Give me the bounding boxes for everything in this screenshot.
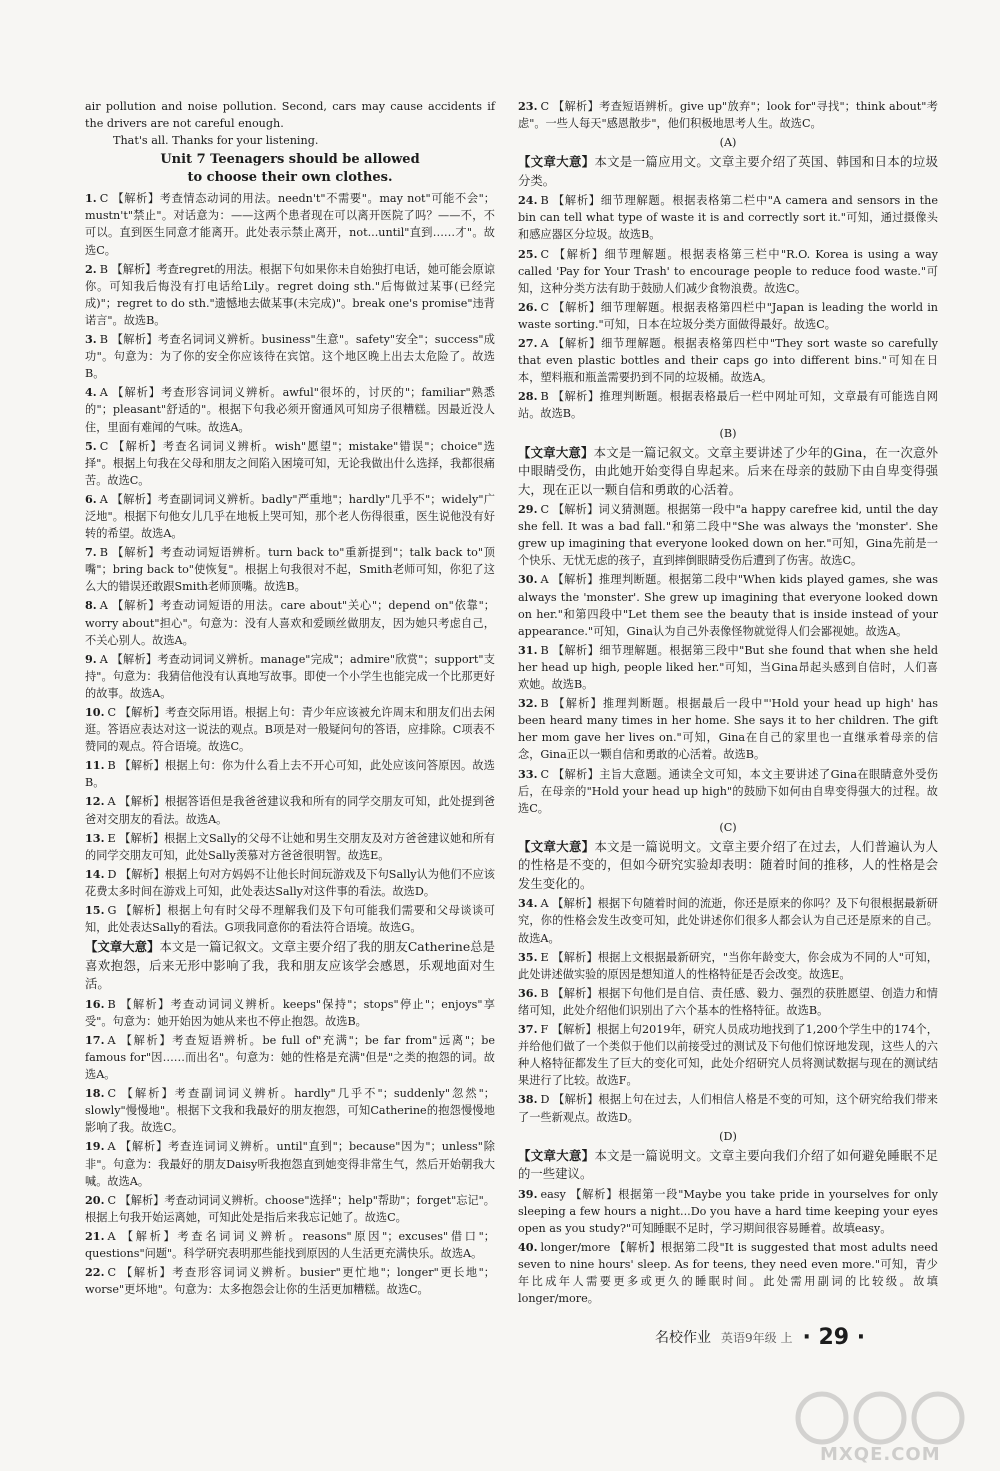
answer-item [85,597,495,648]
answer-text: C 【解析】考查短语辨析。give up"放弃"；look for"寻找"；think about"考虑"。一些人每天"感恩散步"，他们积极地思考人生。故选C。 [518,100,938,131]
answer-text: A 【解析】细节理解题。根据表格第四栏中"They sort waste so carefully that even plastic bottles and their caps go into different bins."可知在日本，塑料瓶和瓶盖需要扔到不同的垃圾桶。故选A。 [518,337,938,385]
answer-item [85,830,495,864]
unit-title [85,151,495,187]
answer-text: C 【解析】考查情态动词的用法。needn't"不需要"。may not"可能不会"；mustn't"禁止"。对话意为：——这两个患者现在可以离开医院了吗？——不，不可以。直到医生同意才能离开。此处表示禁止离开，not...until"直到……才"。故选C。 [85,192,495,257]
answer-text: A 【解析】根据下句随着时间的流逝，你还是原来的你吗？及下句很根据最新研究，你的性格会发生改变可知，此处讲述你们很多人都会认为自己还是原来的自己。故选A。 [518,897,938,945]
answer-item [518,571,938,639]
question-number: 14. [85,866,105,881]
question-number: 22. [85,1265,105,1280]
left-column [85,98,495,1300]
unit-title-line-2: to choose their own clothes. [187,170,393,186]
answer-item [85,757,495,791]
question-number: 2. [85,261,97,276]
answer-text: B 【解析】考查动词词义辨析。keeps"保持"；stops"停止"；enjoys"享受"。句意为：她开始因为她从来也不停止抱怨。故选B。 [85,997,495,1028]
answer-item [518,949,938,983]
answer-item [85,1138,495,1189]
footer-subject: 英语9年级 上 [721,1330,793,1345]
answer-text: B 【解析】推理判断题。根据表格最后一栏中网址可知，文章最有可能选自网站。故选B。 [518,390,938,421]
answer-text: C 【解析】主旨大意题。通读全文可知，本文主要讲述了Gina在眼睛意外受伤后，在母亲的"Hold your head up high"的鼓励下如何由自卑变得强大的过程。故选C。 [518,767,938,815]
question-number: 38. [518,1092,538,1107]
watermark-logo [790,1388,980,1468]
answer-item [85,1192,495,1226]
answer-item [518,299,938,333]
answer-text: A 【解析】根据答语但是我爸爸建议我和所有的同学交朋友可知，此处提到爸爸对交朋友的看法。故选A。 [85,795,495,826]
question-number: 29. [518,502,538,517]
question-number: 1. [85,191,97,206]
question-number: 30. [518,572,538,587]
answer-item [85,902,495,936]
answer-text: F 【解析】根据上句2019年，研究人员成功地找到了1,200个学生中的174个，并给他们做了一个类似于他们以前接受过的测试及下句他们惊讶地发现，这些人的六种人格特征都发生了巨大的变化可知，此处介绍研究人员将测试数据与现在的测试结果进行了比较。故选F。 [518,1023,938,1088]
answer-text: longer/more 【解析】根据第二段"It is suggested that most adults need seven to nine hours' sleep. As for teens, they need even more."可知，青少年比成年人需要更多或更久的睡眠时间。此处需用副词的比较级。故填longer/more。 [518,1240,938,1306]
question-number: 24. [518,193,538,208]
question-number: 19. [85,1139,105,1154]
answer-text: G 【解析】根据上句有时父母不理解我们及下句可能我们需要和父母谈谈可知，此处表达Sally的看法。G项我同意你的看法符合语境。故选G。 [85,904,495,935]
question-number: 5. [85,438,97,453]
answer-item [85,1032,495,1083]
footer-brand: 名校作业 [655,1330,711,1346]
answer-item [518,1021,938,1089]
right-column [518,98,938,1309]
answer-text: C 【解析】词义猜测题。根据第一段中"a happy carefree kid, until the day she fell. It was a bad fall."和第二段中"She was always the 'monster'. She grew up imagining that everyone looked down on her."可知，Gina先前是一个快乐、无忧无虑的孩子，直到摔倒眼睛受伤后遭到了伤害。故选C。 [518,503,938,568]
answer-text: C 【解析】考查交际用语。根据上句：青少年应该被允许周末和朋友们出去闲逛。答语应表达对这一说法的观点。B项是对一般疑问句的答语，应排除。C项表不赞同的观点。符合语境。故选C。 [85,706,495,754]
answer-text: D 【解析】根据上句在过去，人们相信人格是不变的可知，这个研究给我们带来了一些新观点。故选D。 [518,1093,938,1124]
answer-item [85,261,495,329]
question-number: 25. [518,246,538,261]
answer-text: B 【解析】考查名词词义辨析。business"生意"。safety"安全"；success"成功"。句意为：为了你的安全你应该待在宾馆。这个地区晚上出去太危险了。故选B。 [85,333,495,381]
question-number: 40. [518,1239,538,1254]
answer-text: B 【解析】考查动词短语辨析。turn back to"重新提到"；talk back to"顶嘴"；bring back to"使恢复"。根据上句我很对不起，Smith老师可知，你犯了这么大的错误还敢跟Smith老师顶嘴。故选B。 [85,546,495,594]
summary-tag: 【文章大意】 [518,154,595,170]
summary-text: 本文是一篇记叙文。文章主要讲述了少年的Gina，在一次意外中眼睛受伤，由此她开始变得自卑起来。后来在母亲的鼓励下由自卑变得强大，现在正以一颗自信和勇敢的心活着。 [518,444,939,497]
answer-text: A 【解析】考查名词词义辨析。reasons"原因"；excuses"借口"；questions"问题"。科学研究表明那些能找到原因的人生活更充满快乐。故选A。 [85,1229,495,1261]
answer-text: C 【解析】考查动词词义辨析。choose"选择"；help"帮助"；forget"忘记"。根据上句我开始运离她，可知此处是指后来我忘记她了。故选C。 [85,1193,495,1224]
article-summary [518,444,938,500]
answer-item [518,695,938,763]
question-number: 3. [85,332,97,347]
passage-label: (B) [719,426,737,440]
answer-text: easy 【解析】根据第一段"Maybe you take pride in yourselves for only sleeping a few hours a night...Do you have a hard time keeping your eyes open as you study?"可知睡眠不足时，学习期间很容易睡着。故填easy。 [518,1187,938,1235]
answer-item [518,1186,938,1237]
question-number: 7. [85,545,97,560]
passage-label: (D) [719,1129,737,1143]
answer-item [85,331,495,382]
summary-text: 本文是一篇应用文。文章主要介绍了英国、韩国和日本的垃圾分类。 [518,154,939,188]
answer-text: A 【解析】考查短语辨析。be full of"充满"；be far from"远离"；be famous for"因……而出名"。句意为：她的性格是充满"但是"之类的抱怨的词。故选A。 [85,1033,495,1082]
answer-item [85,491,495,542]
article-summary [518,153,938,190]
left-answer-list [85,190,495,1298]
summary-tag: 【文章大意】 [518,444,594,460]
question-number: 27. [518,336,538,351]
answer-item [85,793,495,827]
question-number: 10. [85,705,105,719]
answer-item [85,651,495,702]
answer-item [518,642,938,693]
answer-text: B 【解析】考查regret的用法。根据下句如果你未自始独打电话，她可能会原谅你。可知我后悔没有打电话给Lily。regret doing sth."后悔做过某事(已经完成)"；regret to do sth."遗憾地去做某事(未完成)"。break one's promise"违背诺言"。故选B。 [85,262,495,327]
article-summary [518,838,938,894]
answer-item [85,544,495,595]
answer-text: A 【解析】推理判断题。根据第二段中"When kids played games, she was always the 'monster'. She grew up imagining that everyone looked down on her."和第四段中"Let them see the beauty that is inside instead of your appearance."可知，Gina认为自己外表像怪物就觉得人们会鄙视她。故选A。 [518,573,938,638]
answer-item [85,704,495,755]
answer-text: C 【解析】考查形容词词义辨析。busier"更忙地"；longer"更长地"；worse"更坏地"。句意为：太多抱怨会让你的生活更加糟糕。故选C。 [85,1266,495,1297]
answer-item [85,996,495,1030]
question-number: 31. [518,642,538,657]
answer-text: B 【解析】推理判断题。根据最后一段中"'Hold your head up high' has been heard many times in her home. She says it to her children. The gift her mom gave her lives on."可知，Gina在自己的家里也一直继承着母亲的信念，Gina正以一颗自信和勇敢的心活着。故选B。 [518,697,938,762]
question-number: 11. [85,758,105,773]
question-number: 21. [85,1228,105,1243]
question-number: 16. [85,996,105,1011]
question-number: 9. [85,651,97,666]
answer-text: A 【解析】考查连词词义辨析。until"直到"；because"因为"；unless"除非"。句意为：我最好的朋友Daisy听我抱怨直到她变得非常生气，然后开始朝我大喊。故选A。 [85,1140,495,1188]
summary-tag: 【文章大意】 [518,838,595,854]
answer-item [518,1091,938,1125]
answer-item [518,1239,938,1307]
answer-text: A 【解析】考查动词短语的用法。care about"关心"；depend on"依靠"；worry about"担心"。句意为：没有人喜欢和爱顾丝做朋友，因为她只考虑自己，不关心别人。故选A。 [85,599,495,647]
answer-text: C 【解析】考查副词词义辨析。hardly"几乎不"；suddenly"忽然"；slowly"慢慢地"。根据下文我和我最好的朋友抱怨，可知Catherine的抱怨慢慢地影响了我。故选C。 [85,1087,495,1135]
question-number: 15. [85,903,105,918]
watermark-text: MXQE.COM [820,1444,941,1465]
answer-item [85,866,495,900]
article-summary [518,1147,938,1184]
answer-item [85,438,495,489]
summary-tag: 【文章大意】 [518,1147,595,1163]
question-number: 17. [85,1032,105,1047]
question-number: 39. [518,1186,538,1201]
answer-item [518,388,938,422]
passage-label: (A) [719,136,737,150]
answer-text: A 【解析】考查动词词义辨析。manage"完成"；admire"欣赏"；support"支持"。句意为：我猜信他没有认真地写故事。即使一个小学生也能完成一个比那更好的故事。故选A。 [85,652,495,700]
answer-text: E 【解析】根据上文根据最新研究，"当你年龄变大，你会成为不同的人"可知，此处讲述做实验的原因是想知道人的性格特征是否会改变。故选E。 [518,950,938,981]
passage-label: (C) [719,820,737,834]
answer-item [518,766,938,817]
intro-paragraph: air pollution and noise pollution. Second, cars may cause accidents if the drivers are not careful enough. [85,100,495,131]
answer-item [85,1228,495,1262]
answer-item [518,192,938,243]
question-number: 34. [518,896,538,911]
answer-item [518,246,938,297]
answer-text: C 【解析】考查名词词义辨析。wish"愿望"；mistake"错误"；choice"选择"。根据上句我在父母和朋友之间陷入困境可知，无论我做出什么选择，我都很痛苦。故选C。 [85,439,495,487]
question-number: 36. [518,985,538,1000]
answer-item [518,985,938,1019]
answer-text: A 【解析】考查副词词义辨析。badly"严重地"；hardly"几乎不"；widely"广泛地"。根据下句他女儿几乎在地板上哭可知，那个老人伤得很重，医生说他没有好转的希望。故选A。 [85,492,495,541]
question-number: 37. [518,1022,538,1037]
right-answer-list [518,98,938,1307]
answer-text: E 【解析】根据上文Sally的父母不让她和男生交朋友及对方爸爸建议她和所有的同学交朋友可知，此处Sally羡慕对方爸爸很明智。故选E。 [85,831,495,862]
watermark-icon [790,1388,980,1448]
question-number: 4. [85,385,97,400]
question-number: 12. [85,794,105,809]
answer-item [518,98,938,132]
article-summary [85,938,495,994]
question-number: 35. [518,949,538,964]
answer-item [85,384,495,435]
question-number: 33. [518,766,538,781]
question-number: 20. [85,1192,105,1207]
answer-item [85,190,495,258]
question-number: 23. [518,99,538,113]
page-number: · 29 · [802,1324,866,1350]
answer-item [85,1085,495,1136]
question-number: 26. [518,299,538,314]
answer-item [518,895,938,946]
question-number: 18. [85,1086,105,1101]
page-footer [655,1322,955,1352]
summary-text: 本文是一篇说明文。文章主要向我们介绍了如何避免睡眠不足的一些建议。 [518,1147,939,1182]
answer-text: B 【解析】细节理解题。根据第三段中"But she found that when she held her head up high, people liked her."可知，当Gina昂起头感到自信时，人们喜欢她。故选B。 [518,643,938,692]
summary-text: 本文是一篇说明文。文章主要介绍了在过去，人们普遍认为人的性格是不变的，但如今研究实验却表明：随着时间的推移，人的性格是会发生变化的。 [518,838,939,891]
answer-item [85,1264,495,1298]
answer-text: C 【解析】细节理解题。根据表格第三栏中"R.O. Korea is using a way called 'Pay for Your Trash' to encourage people to reduce food waste."可知，这种分类方法有助于鼓励人们减少食物浪费。故选C。 [518,247,938,295]
summary-text: 本文是一篇记叙文。文章主要介绍了我的朋友Catherine总是喜欢抱怨，后来无形中影响了我，我和朋友应该学会感恩，乐观地面对生活。 [85,939,496,992]
question-number: 28. [518,389,538,404]
answer-text: A 【解析】考查形容词词义辨析。awful"很坏的，讨厌的"；familiar"熟悉的"；pleasant"舒适的"。根据下句我必须开窗通风可知房子很糟糕。因最近没人住，里面有难闻的气味。故选A。 [85,386,495,434]
answer-text: B 【解析】细节理解题。根据表格第二栏中"A camera and sensors in the bin can tell what type of waste it is and correctly sort it."可知，通过摄像头和感应器区分垃圾。故选B。 [518,194,938,242]
answer-text: B 【解析】根据上句：你为什么看上去不开心可知，此处应该问答原因。故选B。 [85,759,495,790]
summary-tag: 【文章大意】 [85,939,160,955]
question-number: 6. [85,491,97,506]
answer-text: D 【解析】根据上句对方妈妈不让他长时间玩游戏及下句Sally认为他们不应该花费太多时间在游戏上可知，此处表达Sally对这件事的看法。故选D。 [85,867,495,898]
intro-closing: That's all. Thanks for your listening. [113,134,319,148]
question-number: 32. [518,696,538,711]
answer-item [518,335,938,386]
answer-item [518,501,938,569]
question-number: 8. [85,598,97,613]
question-number: 13. [85,830,105,845]
unit-title-line-1: Unit 7 Teenagers should be allowed [160,152,420,168]
answer-text: B 【解析】根据下句他们是自信、责任感、毅力、强烈的获胜愿望、创造力和情绪可知，此处介绍他们识别出了六个基本的性格特征。故选B。 [518,986,938,1017]
answer-text: C 【解析】细节理解题。根据表格第四栏中"Japan is leading the world in waste sorting."可知，日本在垃圾分类方面做得最好。故选C。 [518,300,938,331]
